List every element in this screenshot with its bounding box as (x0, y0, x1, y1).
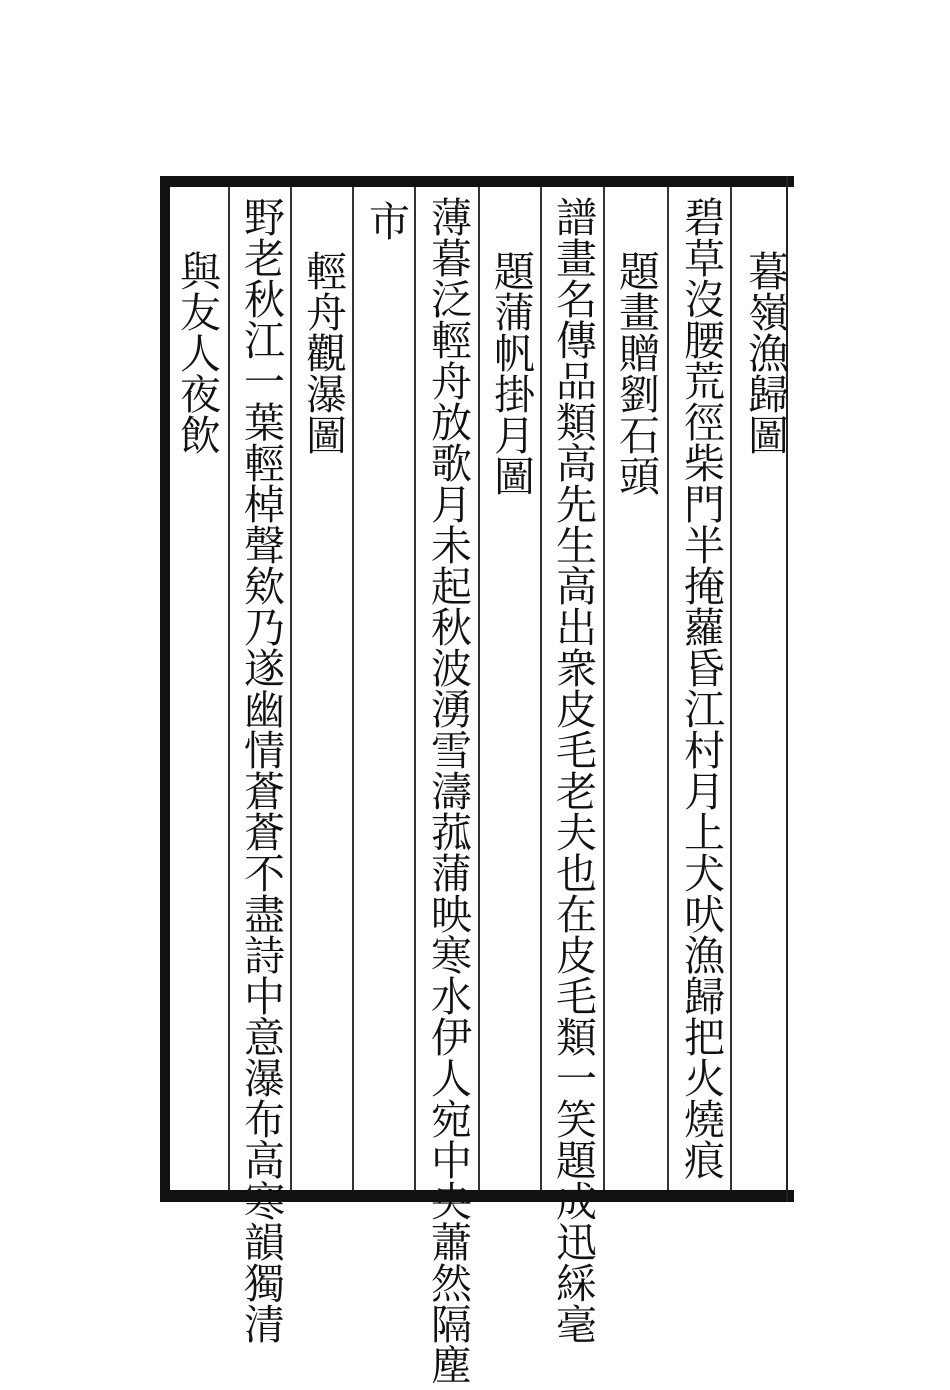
column-divider (603, 187, 605, 1190)
column-divider (667, 187, 669, 1190)
poem-title-column: 與友人夜飲 (173, 250, 221, 455)
poem-body-column: 薄暮泛輕舟放歌月未起秋波湧雪濤菰蒲映寒水伊人宛中央蕭然隔塵 (424, 196, 472, 1385)
poem-body-column: 譜畫名傳品類高先生高出衆皮毛老夫也在皮毛類一笑題成迅綵毫 (549, 196, 597, 1344)
column-divider (352, 187, 354, 1190)
poem-title-column: 題畫贈劉石頭 (612, 250, 660, 496)
poem-title-column: 輕舟觀瀑圖 (299, 250, 347, 455)
column-divider (478, 187, 480, 1190)
column-divider (730, 187, 732, 1190)
column-divider (290, 187, 292, 1190)
frame-left-rule (160, 176, 170, 1202)
column-divider (540, 187, 542, 1190)
poem-title-column: 題蒲帆掛月圖 (487, 250, 535, 496)
poem-title-column: 暮嶺漁歸圖 (741, 250, 789, 455)
poem-body-column: 碧草沒腰荒徑柴門半掩蘿昏江村月上犬吠漁歸把火燒痕 (677, 196, 725, 1180)
column-divider (228, 187, 230, 1190)
frame-top-rule (160, 176, 794, 187)
poem-continuation-column: 市 (362, 200, 410, 241)
column-divider (414, 187, 416, 1190)
poem-body-column: 野老秋江一葉輕棹聲欸乃遂幽情蒼蒼不盡詩中意瀑布高寒韻獨清 (237, 196, 285, 1344)
